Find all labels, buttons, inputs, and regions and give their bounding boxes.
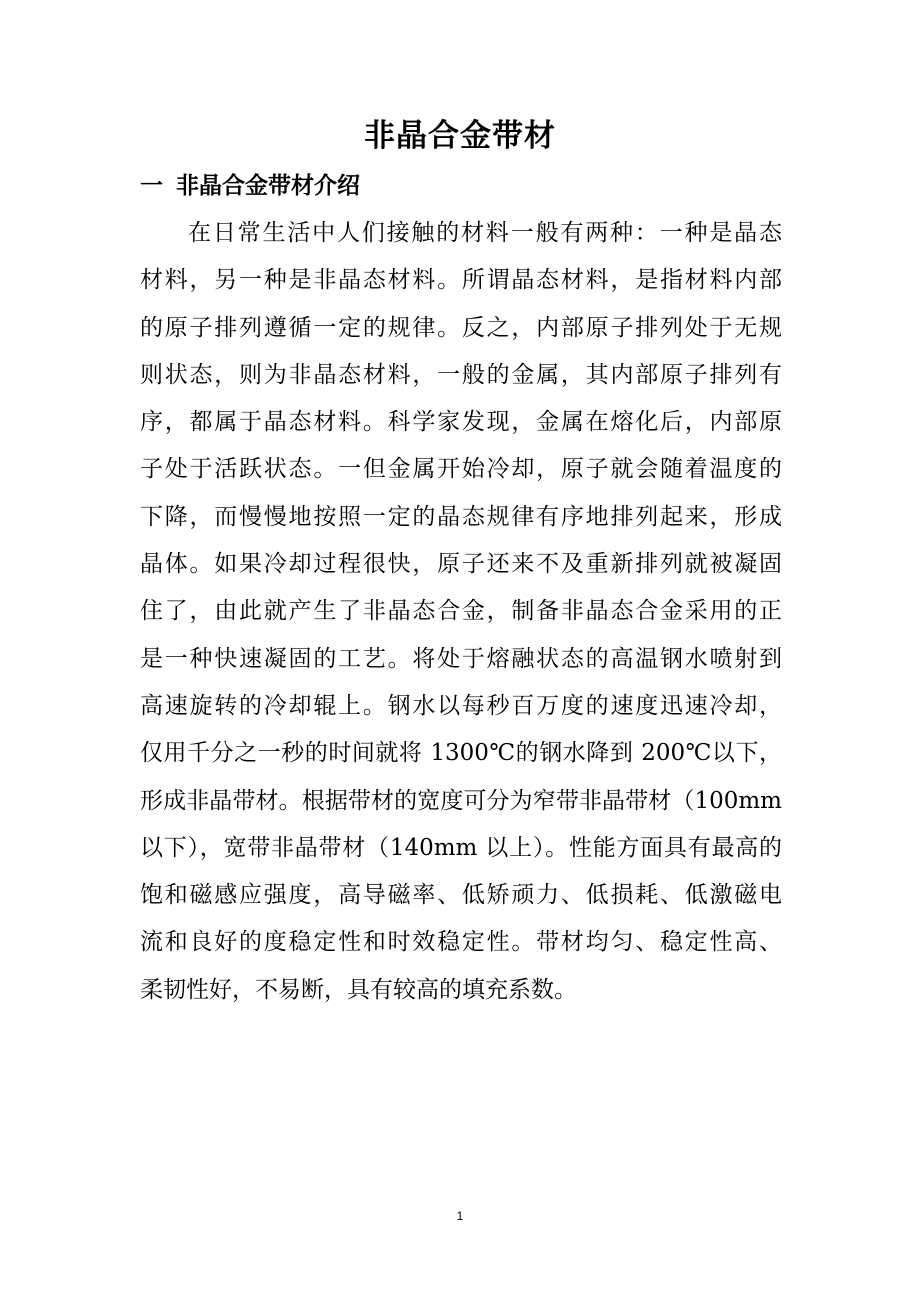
document-title: 非晶合金带材 — [364, 118, 556, 154]
paragraph-line: 则状态，则为非晶态材料，一般的金属，其内部原子排列有 — [140, 361, 782, 388]
paragraph-line: 柔韧性好，不易断，具有较高的填充系数。 — [140, 976, 577, 1003]
paragraph-line: 子处于活跃状态。一但金属开始冷却，原子就会随着温度的 — [140, 456, 782, 483]
paragraph-line: 流和良好的度稳定性和时效稳定性。带材均匀、稳定性高、 — [140, 929, 782, 956]
paragraph-line: 的原子排列遵循一定的规律。反之，内部原子排列处于无规 — [140, 314, 782, 341]
paragraph-line: 饱和磁感应强度，高导磁率、低矫顽力、低损耗、低激磁电 — [140, 882, 782, 909]
section-number: 一 — [140, 173, 163, 199]
paragraph-line: 住了，由此就产生了非晶态合金，制备非晶态合金采用的正 — [140, 598, 782, 625]
paragraph-line: 材料，另一种是非晶态材料。所谓晶态材料，是指材料内部 — [140, 267, 782, 294]
paragraph-line: 晶体。如果冷却过程很快，原子还来不及重新排列就被凝固 — [140, 551, 782, 578]
paragraph-line: 在日常生活中人们接触的材料一般有两种：一种是晶态 — [188, 220, 782, 246]
paragraph-line: 高速旋转的冷却辊上。钢水以每秒百万度的速度迅速冷却， — [140, 692, 782, 719]
paragraph-line: 仅用千分之一秒的时间就将 1300℃的钢水降到 200℃以下， — [140, 740, 782, 767]
paragraph-line: 以下），宽带非晶带材（140mm 以上）。性能方面具有最高的 — [140, 834, 782, 861]
paragraph-line: 形成非晶带材。根据带材的宽度可分为窄带非晶带材（100mm — [140, 787, 782, 814]
section-heading — [140, 166, 360, 206]
paragraph-line: 是一种快速凝固的工艺。将处于熔融状态的高温钢水喷射到 — [140, 645, 782, 672]
body-paragraph — [140, 210, 782, 1014]
paragraph-line: 序，都属于晶态材料。科学家发现，金属在熔化后，内部原 — [140, 409, 782, 436]
section-title: 非晶合金带材介绍 — [176, 173, 360, 199]
page-number: 1 — [456, 1209, 464, 1223]
paragraph-line: 下降，而慢慢地按照一定的晶态规律有序地排列起来，形成 — [140, 503, 782, 530]
